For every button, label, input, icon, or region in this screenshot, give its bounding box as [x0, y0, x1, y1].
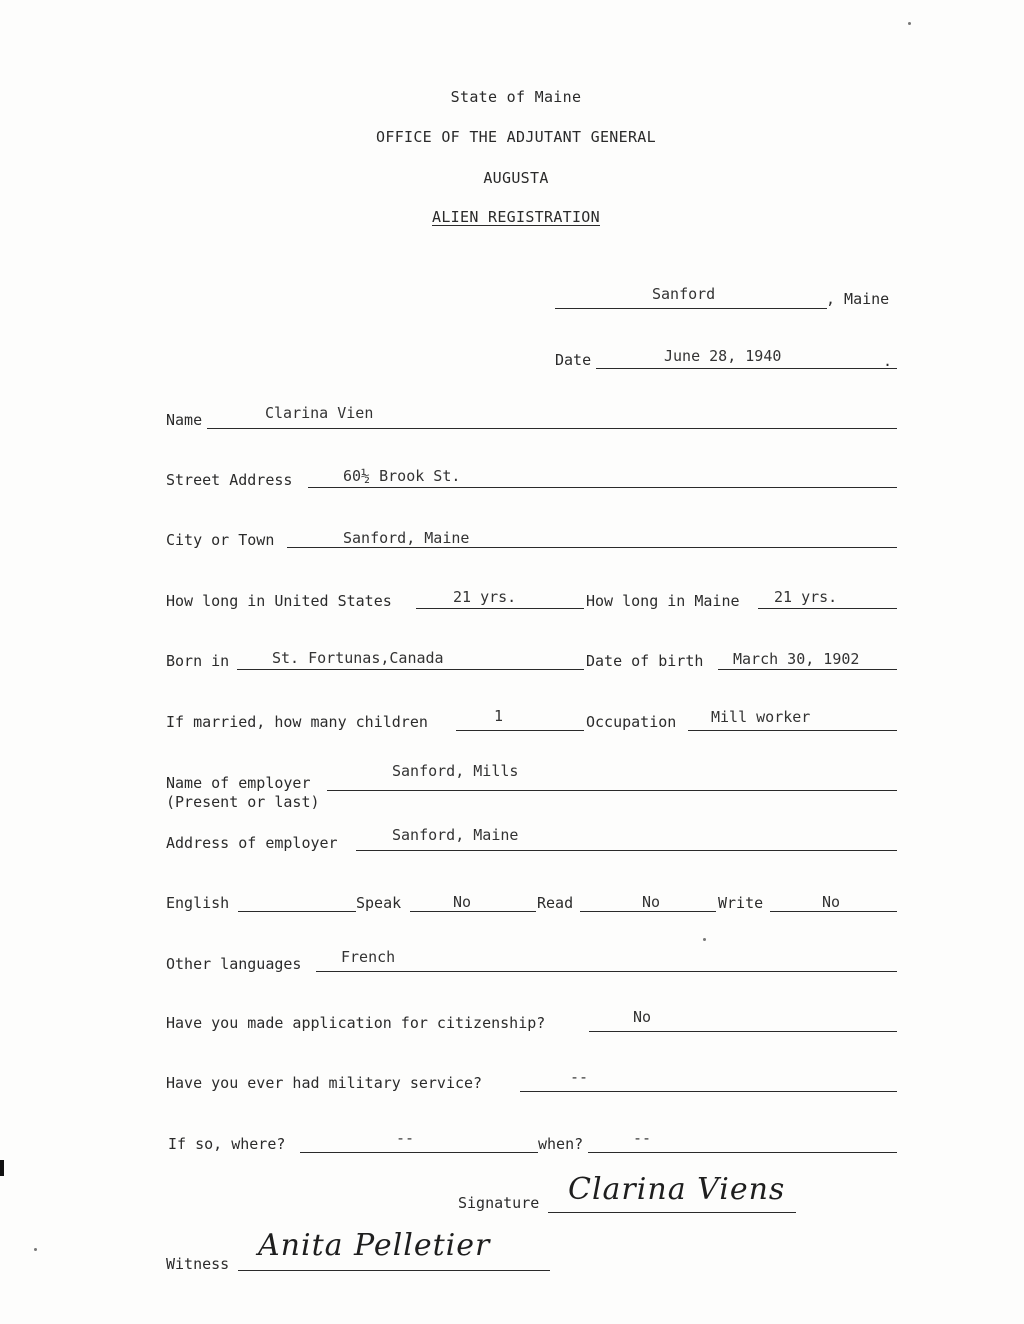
dob-label: Date of birth — [586, 652, 704, 670]
city-town-line — [287, 547, 897, 548]
me-years-line — [758, 608, 897, 609]
employer-value: Sanford, Mills — [392, 762, 519, 780]
read-line — [580, 911, 716, 912]
english-label: English — [166, 894, 230, 912]
military-line — [520, 1091, 897, 1092]
speak-label: Speak — [356, 894, 402, 912]
employer-address-value: Sanford, Maine — [392, 826, 519, 844]
write-line — [770, 911, 897, 912]
dob-line — [718, 669, 897, 670]
children-line — [456, 730, 584, 731]
where-line — [300, 1152, 538, 1153]
city-town-value: Sanford, Maine — [343, 529, 470, 547]
date-line — [596, 368, 897, 369]
occupation-label: Occupation — [586, 713, 677, 731]
name-label: Name — [166, 411, 203, 429]
me-years-label: How long in Maine — [586, 592, 740, 610]
employer-line — [327, 790, 897, 791]
speak-line — [410, 911, 536, 912]
witness-label: Witness — [166, 1255, 230, 1273]
other-languages-label: Other languages — [166, 955, 302, 973]
date-period: . — [883, 352, 893, 370]
street-value: 60½ Brook St. — [343, 467, 461, 485]
citizenship-value: No — [633, 1008, 652, 1026]
name-value: Clarina Vien — [265, 404, 374, 422]
born-line — [237, 669, 584, 670]
scan-speck — [703, 938, 706, 941]
born-value: St. Fortunas,Canada — [272, 649, 444, 667]
write-label: Write — [718, 894, 764, 912]
speak-value: No — [453, 893, 472, 911]
me-years-value: 21 yrs. — [774, 588, 838, 606]
signature-line — [548, 1212, 796, 1213]
date-label: Date — [555, 351, 592, 369]
office-heading: OFFICE OF THE ADJUTANT GENERAL — [376, 128, 656, 146]
where-value: -- — [396, 1129, 415, 1147]
military-value: -- — [570, 1068, 589, 1086]
children-value: 1 — [494, 707, 504, 725]
place-suffix: , Maine — [826, 290, 890, 308]
street-line — [308, 487, 897, 488]
employer-address-label: Address of employer — [166, 834, 338, 852]
other-languages-value: French — [341, 948, 396, 966]
street-label: Street Address — [166, 471, 293, 489]
name-line — [207, 428, 897, 429]
when-value: -- — [633, 1129, 652, 1147]
military-label: Have you ever had military service? — [166, 1074, 483, 1092]
us-years-label: How long in United States — [166, 592, 392, 610]
employer-sublabel: (Present or last) — [166, 793, 320, 811]
scan-speck — [908, 22, 911, 25]
write-value: No — [822, 893, 841, 911]
city-heading: AUGUSTA — [483, 169, 549, 187]
born-label: Born in — [166, 652, 230, 670]
citizenship-line — [589, 1031, 897, 1032]
employer-address-line — [356, 850, 897, 851]
us-years-line — [416, 608, 584, 609]
form-title: ALIEN REGISTRATION — [432, 208, 600, 226]
date-value: June 28, 1940 — [664, 347, 782, 365]
when-label: when? — [538, 1135, 584, 1153]
city-town-label: City or Town — [166, 531, 275, 549]
signature-handwriting: Clarina Viens — [568, 1172, 786, 1207]
scan-edge-mark — [0, 1160, 4, 1176]
english-line — [238, 911, 356, 912]
dob-value: March 30, 1902 — [733, 650, 860, 668]
other-languages-line — [316, 971, 897, 972]
read-value: No — [642, 893, 661, 911]
citizenship-label: Have you made application for citizenship? — [166, 1014, 546, 1032]
witness-line — [238, 1270, 550, 1271]
us-years-value: 21 yrs. — [453, 588, 517, 606]
scan-speck — [34, 1248, 37, 1251]
place-value: Sanford — [652, 285, 716, 303]
occupation-value: Mill worker — [711, 708, 811, 726]
occupation-line — [688, 730, 897, 731]
children-label: If married, how many children — [166, 713, 428, 731]
signature-label: Signature — [458, 1194, 540, 1212]
witness-handwriting: Anita Pelletier — [258, 1228, 491, 1263]
read-label: Read — [537, 894, 574, 912]
where-label: If so, where? — [168, 1135, 286, 1153]
place-line — [555, 308, 827, 309]
when-line — [588, 1152, 897, 1153]
state-heading: State of Maine — [450, 88, 582, 106]
employer-label: Name of employer — [166, 774, 311, 792]
